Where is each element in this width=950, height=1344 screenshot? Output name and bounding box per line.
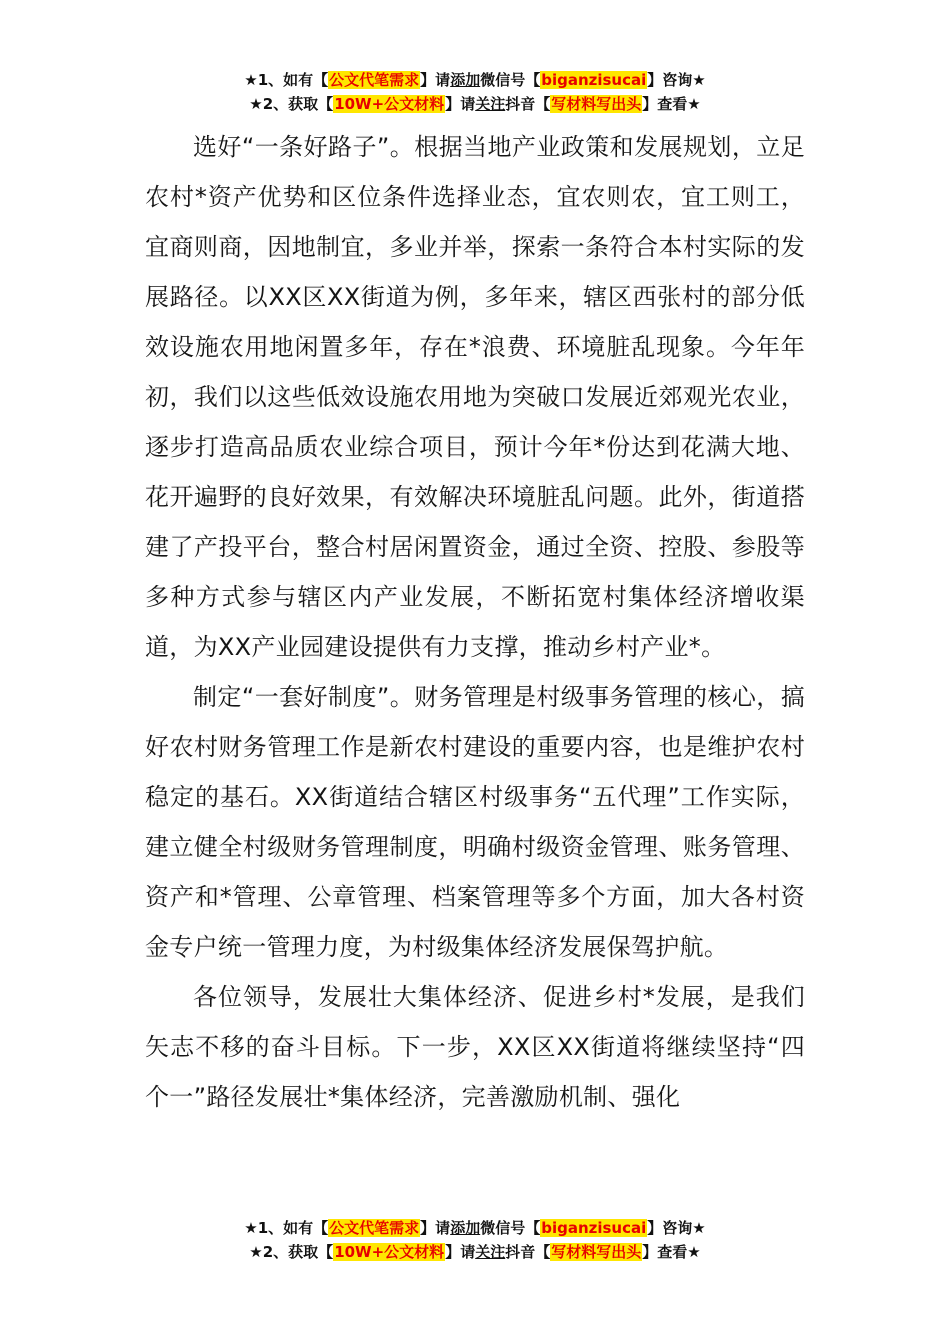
banner-line-2	[0, 92, 950, 116]
banner-text: ★1、如有【	[244, 71, 329, 89]
banner-highlight-materials: 10W+公文材料	[334, 1243, 445, 1261]
banner-highlight-materials: 10W+公文材料	[334, 95, 445, 113]
banner-text: ★1、如有【	[244, 1219, 329, 1237]
banner-highlight-service: 公文代笔需求	[329, 71, 420, 89]
document-body	[145, 122, 805, 1122]
banner-text: 】咨询★	[647, 71, 706, 89]
banner-text: 】请	[420, 1219, 451, 1237]
banner-text: ★2、获取【	[249, 95, 334, 113]
banner-text: 微信号【	[480, 71, 541, 89]
banner-highlight-douyin: 写材料写出头	[551, 1243, 642, 1261]
banner-text: 】请	[420, 71, 451, 89]
banner-text: 微信号【	[480, 1219, 541, 1237]
banner-underlined-text: 关注	[475, 95, 506, 113]
banner-underlined-text: 关注	[475, 1243, 506, 1261]
header-banner	[0, 68, 950, 116]
paragraph: 选好“一条好路子”。根据当地产业政策和发展规划，立足农村*资产优势和区位条件选择业态，宜农则农，宜工则工，宜商则商，因地制宜，多业并举，探索一条符合本村实际的发展路径。以XX区XX街道为例，多年来，辖区西张村的部分低效设施农用地闲置多年，存在*浪费、环境脏乱现象。今年年初，我们以这些低效设施农用地为突破口发展近郊观光农业，逐步打造高品质农业综合项目，预计今年*份达到花满大地、花开遍野的良好效果，有效解决环境脏乱问题。此外，街道搭建了产投平台，整合村居闲置资金，通过全资、控股、参股等多种方式参与辖区内产业发展，不断拓宽村集体经济增收渠道，为XX产业园建设提供有力支撑，推动乡村产业*。	[145, 133, 805, 661]
footer-banner	[0, 1216, 950, 1264]
banner-text: 抖音【	[505, 95, 551, 113]
banner-highlight-wechat-id: biganzisucai	[541, 1219, 647, 1237]
banner-text: 】请	[445, 1243, 476, 1261]
banner-text: ★2、获取【	[249, 1243, 334, 1261]
banner-underlined-text: 添加	[450, 1219, 481, 1237]
banner-line-2	[0, 1240, 950, 1264]
banner-line-1	[0, 1216, 950, 1240]
banner-line-1	[0, 68, 950, 92]
banner-text: 抖音【	[505, 1243, 551, 1261]
paragraph: 各位领导，发展壮大集体经济、促进乡村*发展，是我们矢志不移的奋斗目标。下一步，XX区XX街道将继续坚持“四个一”路径发展壮*集体经济，完善激励机制、强化	[145, 983, 805, 1111]
banner-text: 】请	[445, 95, 476, 113]
banner-text: 】咨询★	[647, 1219, 706, 1237]
banner-text: 】查看★	[642, 95, 701, 113]
banner-highlight-wechat-id: biganzisucai	[541, 71, 647, 89]
paragraph: 制定“一套好制度”。财务管理是村级事务管理的核心，搞好农村财务管理工作是新农村建设的重要内容，也是维护农村稳定的基石。XX街道结合辖区村级事务“五代理”工作实际，建立健全村级财务管理制度，明确村级资金管理、账务管理、资产和*管理、公章管理、档案管理等多个方面，加大各村资金专户统一管理力度，为村级集体经济发展保驾护航。	[145, 683, 805, 961]
banner-underlined-text: 添加	[450, 71, 481, 89]
banner-highlight-service: 公文代笔需求	[329, 1219, 420, 1237]
banner-text: 】查看★	[642, 1243, 701, 1261]
banner-highlight-douyin: 写材料写出头	[551, 95, 642, 113]
